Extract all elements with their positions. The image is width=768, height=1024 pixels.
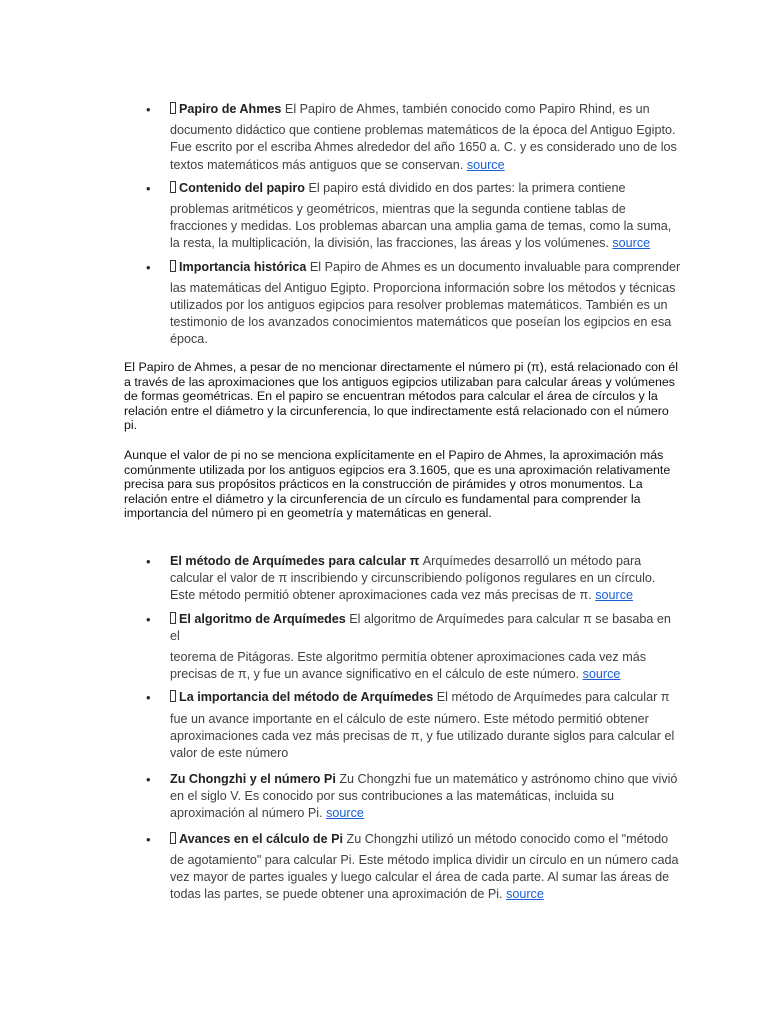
list-item — [146, 101, 682, 174]
paragraph-aproximacion: Aunque el valor de pi no se menciona explícitamente en el Papiro de Ahmes, la aproximación más comúnmente utilizada por los antiguos egipcios era 3.1605, que es una aproximación relativamente precisa para sus propósitos prácticos en la construcción de pirámides y otros monumentos. La relación entre el diámetro y la circunferencia de un círculo es fundamental para comprender la importancia del número pi en geometría y matemáticas en general. — [124, 448, 671, 521]
item-title: Contenido del papiro — [179, 180, 305, 195]
list-item — [146, 689, 682, 762]
item-text: las matemáticas del Antiguo Egipto. Proporciona información sobre los métodos y técnicas utilizados por los antiguos egipcios para resolver problemas matemáticos. También es un testimonio de los avanzados conocimientos matemáticos que poseían los egipcios en esa época. — [170, 280, 676, 347]
list-item — [146, 771, 682, 823]
item-text: El método de Arquímedes para calcular π — [436, 690, 670, 705]
placeholder-glyph-icon — [170, 102, 176, 114]
list-item — [146, 259, 682, 349]
item-text: El Papiro de Ahmes, también conocido como Papiro Rhind, es un — [284, 102, 650, 116]
source-link[interactable]: source — [326, 806, 364, 821]
bullet: • — [146, 831, 151, 847]
item-title: Avances en el cálculo de Pi — [179, 831, 344, 846]
item-title: Zu Chongzhi y el número Pi — [170, 772, 336, 786]
item-text: teorema de Pitágoras. Este algoritmo permitía obtener aproximaciones cada vez más precisas de π, y fue un avance significativo en el cálculo de este número. — [170, 650, 646, 682]
ahmes-list — [146, 101, 682, 349]
item-title: Importancia histórica — [179, 259, 307, 274]
item-title: El método de Arquímedes para calcular π — [170, 554, 420, 568]
source-link[interactable]: source — [612, 236, 651, 251]
placeholder-glyph-icon — [170, 832, 176, 844]
list-item — [146, 180, 682, 253]
item-text: Zu Chongzhi fue un matemático y astrónomo chino que vivió en el siglo V. Es conocido por sus contribuciones a las matemáticas, incluida su aproximación al número Pi. — [170, 772, 678, 821]
bullet: • — [146, 611, 151, 627]
item-text: El papiro está dividido en dos partes: la primera contiene — [308, 180, 626, 195]
item-text: Zu Chongzhi utilizó un método conocido como el "método — [346, 831, 669, 846]
paragraph-papiro-pi: El Papiro de Ahmes, a pesar de no mencionar directamente el número pi (π), está relacionado con él a través de las aproximaciones que los antiguos egipcios utilizaban para calcular áreas y volúmenes de formas geométricas. En el papiro se encuentran métodos para calcular el área de círculos y la relación entre el diámetro y la circunferencia, lo que indirectamente está relacionado con el número pi. — [124, 360, 679, 433]
placeholder-glyph-icon — [170, 690, 176, 702]
item-text: problemas aritméticos y geométricos, mientras que la segunda contiene tablas de fracciones y medidas. Los problemas abarcan una amplia gama de temas, como la suma, la resta, la multiplicación, la división, las fracciones, las áreas y los volúmenes. — [170, 202, 672, 251]
bullet: • — [146, 554, 151, 569]
source-link[interactable]: source — [506, 887, 544, 902]
placeholder-glyph-icon — [170, 612, 176, 624]
bullet: • — [146, 180, 151, 196]
item-title: El algoritmo de Arquímedes — [179, 611, 346, 626]
list-item — [146, 611, 682, 684]
list-item — [146, 553, 682, 605]
item-text: El Papiro de Ahmes es un documento invaluable para comprender — [309, 259, 681, 274]
bullet: • — [146, 259, 151, 275]
bullet: • — [146, 102, 151, 117]
list-item — [146, 831, 682, 904]
item-text: documento didáctico que contiene problemas matemáticos de la época del Antiguo Egipto. Fue escrito por el escriba Ahmes alrededor del año 1650 a. C. y es considerado uno de los textos matemáticos más antiguos que se conservan. — [170, 123, 677, 172]
placeholder-glyph-icon — [170, 260, 176, 272]
source-link[interactable]: source — [595, 588, 634, 603]
bullet: • — [146, 772, 151, 787]
placeholder-glyph-icon — [170, 181, 176, 193]
item-text: de agotamiento" para calcular Pi. Este método implica dividir un círculo en un número cada vez mayor de partes iguales y luego calcular el área de cada parte. Al sumar las áreas de todas las partes, se puede obtener una aproximación de Pi. — [170, 852, 679, 902]
item-title: Papiro de Ahmes — [179, 102, 282, 116]
item-title: La importancia del método de Arquímedes — [179, 690, 434, 705]
source-link[interactable]: source — [466, 157, 505, 172]
item-text: El algoritmo de Arquímedes para calcular π se basaba en el — [170, 611, 671, 643]
item-text: fue un avance importante en el cálculo de este número. Este método permitió obtener aproximaciones cada vez más precisas de π, y fue utilizado durante siglos para calcular el valor de este número — [170, 711, 675, 761]
arquimedes-list — [146, 553, 682, 762]
item-text: Arquímedes desarrolló un método para calcular el valor de π inscribiendo y circunscribiendo polígonos regulares en un círculo. Este método permitió obtener aproximaciones cada vez más precisas de π. — [170, 554, 656, 603]
zu-chongzhi-list — [146, 771, 682, 903]
source-link[interactable]: source — [582, 667, 621, 682]
bullet: • — [146, 690, 151, 706]
